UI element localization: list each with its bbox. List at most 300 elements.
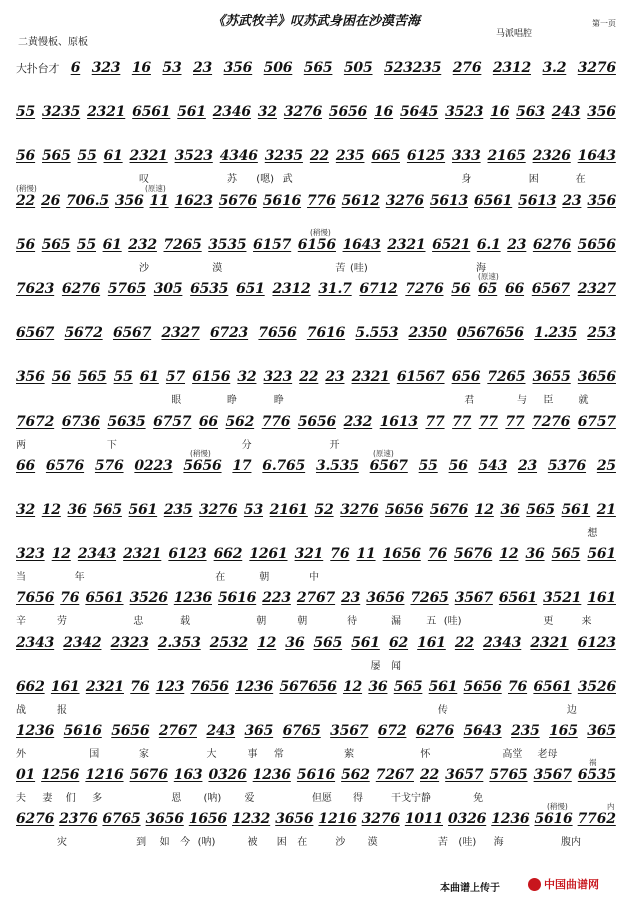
note-group: 3656 (577, 369, 616, 385)
note-group: 5616 (63, 723, 102, 739)
note-group: 3235 (42, 104, 81, 120)
note-group: 5616 (218, 590, 257, 606)
lyric-line (16, 833, 616, 847)
note-group: 6.765 (262, 458, 306, 474)
lyric-char: 辛 (16, 616, 26, 627)
note-group: 165 (549, 723, 578, 739)
note-group: 3655 (532, 369, 571, 385)
note-group: 6 (70, 60, 81, 76)
notation-line (16, 58, 616, 76)
note-group: 31.7 (318, 281, 352, 297)
notation-line (16, 323, 616, 341)
note-group: 3523 (445, 104, 484, 120)
note-group: 12 (41, 502, 61, 518)
note-group: 565 (551, 546, 581, 562)
notation-line (16, 235, 616, 253)
note-group: 3526 (129, 590, 168, 606)
note-group: 01 (16, 767, 36, 783)
score-line (16, 58, 616, 98)
note-group: 16 (131, 60, 151, 76)
score-line (16, 633, 616, 673)
notation-line (16, 146, 616, 164)
note-group: 6276 (61, 281, 101, 297)
note-group: 23 (507, 237, 527, 253)
note-group: 3.535 (315, 458, 359, 474)
tempo-mark: 内 (607, 802, 615, 811)
note-group: 23 (341, 590, 361, 606)
note-group: 1216 (85, 767, 124, 783)
note-group: 5676 (454, 546, 493, 562)
note-group: 565 (526, 502, 555, 518)
lyric-char: 五 (426, 616, 437, 627)
site-logo[interactable] (528, 876, 599, 892)
note-group: 253 (587, 325, 616, 341)
page-number: 第一页 (592, 19, 616, 28)
lyric-char: 干戈宁静 (391, 793, 432, 804)
note-group: 6535 (190, 281, 229, 297)
logo-seal-icon (528, 878, 541, 891)
note-group: 3.2 (542, 60, 567, 76)
note-group: 21 (596, 502, 616, 518)
note-group: 77 (505, 414, 525, 430)
note-group: 6723 (209, 325, 249, 341)
lyric-char: 屡 (370, 661, 381, 672)
note-group: 7265 (410, 590, 449, 606)
score-line (16, 323, 616, 363)
singer-label: 马派唱腔 (496, 29, 533, 39)
lyric-char: 就 (578, 395, 589, 406)
note-group: 2343 (77, 546, 117, 562)
lyric-char: 沙 (139, 263, 150, 274)
note-group: 2376 (59, 811, 98, 827)
lyric-char: 多 (92, 793, 103, 804)
note-group: 5656 (297, 414, 337, 430)
note-group: 1261 (249, 546, 288, 562)
notation-line (16, 500, 616, 518)
tempo-mark: (原速) (145, 184, 166, 193)
lyric-char: 闻 (391, 661, 402, 672)
note-group: 56 (448, 458, 468, 474)
note-group: 656 (451, 369, 481, 385)
note-group: 32 (237, 369, 257, 385)
score-line (16, 272, 616, 319)
note-group: 1236 (16, 723, 55, 739)
note-group: 2767 (158, 723, 197, 739)
lyric-char: 待 (347, 616, 358, 627)
note-group: 2161 (269, 502, 308, 518)
note-group: 36 (67, 502, 87, 518)
note-group: 561 (351, 635, 380, 651)
note-group: 6123 (168, 546, 207, 562)
lyric-char: 如 (159, 837, 170, 848)
lyric-char: 报 (57, 705, 68, 716)
lyric-char: 常 (273, 749, 284, 760)
note-group: 243 (206, 723, 236, 739)
note-group: 77 (452, 414, 472, 430)
note-group: 6567 (369, 458, 408, 474)
lyric-char: 年 (74, 572, 85, 583)
note-group: 2321 (87, 104, 126, 120)
lyric-char: 高堂 (502, 749, 523, 760)
note-group: 5376 (547, 458, 587, 474)
tempo-mark: (稍慢) (310, 228, 331, 237)
note-group: 6765 (102, 811, 141, 827)
note-group: 3235 (264, 148, 303, 164)
lyric-char: (哇) (458, 837, 477, 848)
lyric-char: 更 (543, 616, 554, 627)
note-group: 23 (325, 369, 345, 385)
note-group: 12 (342, 679, 363, 695)
note-group: 6276 (532, 237, 572, 253)
lyric-char: 叹 (139, 174, 150, 185)
lyric-char: 在 (297, 837, 308, 848)
note-group: 3656 (366, 590, 405, 606)
note-group: 1236 (252, 767, 291, 783)
score-line (16, 677, 616, 717)
note-group: 163 (173, 767, 203, 783)
lyric-char: 老母 (537, 749, 558, 760)
note-group: 562 (341, 767, 370, 783)
note-group: 672 (377, 723, 407, 739)
note-group: 36 (525, 546, 545, 562)
note-group: 77 (478, 414, 498, 430)
logo-text: 中国曲谱网 (544, 878, 599, 891)
note-group: 356 (587, 193, 616, 209)
lyric-char: 开 (329, 440, 340, 451)
note-group: 1256 (41, 767, 80, 783)
note-group: 76 (60, 590, 80, 606)
note-group: 7672 (16, 414, 55, 430)
note-group: 61567 (396, 369, 445, 385)
note-group: 235 (335, 148, 365, 164)
score-line (16, 184, 616, 231)
note-group: 1232 (232, 811, 271, 827)
lyric-char: 中 (309, 572, 319, 583)
lyric-char: (哇) (443, 616, 462, 627)
note-group: 276 (452, 60, 482, 76)
lyric-char: 困 (528, 174, 539, 185)
lyric-char: 海 (493, 837, 504, 848)
note-group: 662 (16, 679, 45, 695)
lyric-char: (呐) (197, 837, 216, 848)
notation-line (16, 456, 616, 474)
note-group: 505 (343, 60, 373, 76)
note-group: 2342 (63, 635, 102, 651)
lyric-char: 劳 (57, 616, 68, 627)
note-group: 3656 (275, 811, 314, 827)
note-group: 161 (50, 679, 80, 695)
note-group: 56 (16, 148, 36, 164)
lyric-char: 来 (581, 616, 592, 627)
lyric-char: 海 (476, 263, 486, 274)
note-group: 6757 (577, 414, 616, 430)
note-group: 0326 (208, 767, 247, 783)
notation-line (16, 765, 616, 783)
note-group: 6123 (577, 635, 616, 651)
note-group: 565 (313, 635, 343, 651)
lyric-char: 怀 (420, 749, 431, 760)
note-group: 61 (102, 237, 122, 253)
lyric-line (16, 612, 616, 626)
note-group: 565 (42, 148, 71, 164)
note-group: 5613 (518, 193, 557, 209)
lyric-char: (呐) (203, 793, 222, 804)
notation-line (16, 191, 616, 209)
lyric-char: 边 (566, 705, 577, 716)
lyric-line (16, 391, 616, 405)
note-group: 2312 (272, 281, 311, 297)
note-group: 12 (257, 635, 277, 651)
note-group: 2326 (532, 148, 571, 164)
note-group: 6156 (192, 369, 231, 385)
note-group: 55 (113, 369, 133, 385)
percussion-prefix: 大扑台才 (16, 62, 60, 75)
note-group: 55 (418, 458, 438, 474)
notation-line (16, 367, 616, 385)
note-group: 161 (587, 590, 616, 606)
note-group: 7762 (577, 811, 616, 827)
note-group: 3523 (174, 148, 213, 164)
note-group: 5656 (328, 104, 368, 120)
note-group: 12 (474, 502, 494, 518)
score-line (16, 758, 616, 805)
note-group: 4346 (219, 148, 258, 164)
lyric-char: 到 (136, 837, 147, 848)
note-group: 1643 (342, 237, 381, 253)
note-group: 5765 (489, 767, 528, 783)
lyric-char: 想 (587, 528, 598, 539)
note-group: 365 (244, 723, 274, 739)
note-group: 5656 (463, 679, 502, 695)
lyric-char: 萦 (344, 749, 355, 760)
score-line (16, 102, 616, 142)
lyric-char: 朝 (256, 616, 267, 627)
note-group: 356 (587, 104, 616, 120)
note-group: 356 (16, 369, 45, 385)
note-group: 7267 (375, 767, 414, 783)
note-group: 5656 (577, 237, 616, 253)
note-group: 7656 (258, 325, 297, 341)
note-group: 561 (587, 546, 616, 562)
note-group: 6521 (432, 237, 471, 253)
note-group: 356 (223, 60, 253, 76)
mode-label: 二黄慢板、原板 (18, 37, 88, 48)
lyric-char: 睁 (226, 395, 237, 406)
note-group: 22 (309, 148, 329, 164)
lyric-char: 武 (282, 174, 293, 185)
tempo-mark: (稍慢) (547, 802, 568, 811)
note-group: 5672 (64, 325, 103, 341)
note-group: 36 (500, 502, 520, 518)
note-group: 3276 (199, 502, 238, 518)
note-group: 2343 (16, 635, 55, 651)
note-group: 6567 (112, 325, 152, 341)
notation-line (16, 412, 616, 430)
note-group: 6561 (132, 104, 171, 120)
score-line (16, 802, 616, 849)
note-group: 1656 (382, 546, 421, 562)
note-group: 3276 (283, 104, 323, 120)
note-group: 2321 (530, 635, 569, 651)
note-group: 2767 (296, 590, 336, 606)
note-group: 3276 (340, 502, 379, 518)
lyric-char: 身 (461, 174, 472, 185)
note-group: 76 (508, 679, 528, 695)
note-group: 543 (478, 458, 508, 474)
lyric-char: 在 (215, 572, 226, 583)
lyric-char: 苏 (226, 174, 237, 185)
note-group: 17 (232, 458, 252, 474)
note-group: 123 (155, 679, 185, 695)
footer-text: 本曲谱上传于 (440, 883, 500, 894)
lyric-char: 漠 (367, 837, 378, 848)
lyric-char: 漏 (391, 616, 402, 627)
note-group: 7276 (532, 414, 571, 430)
lyric-char: 战 (16, 705, 26, 716)
note-group: 66 (198, 414, 218, 430)
note-group: 2321 (351, 369, 390, 385)
score-line (16, 412, 616, 452)
note-group: 1613 (379, 414, 418, 430)
note-group: 1.235 (534, 325, 577, 341)
note-group: 55 (76, 237, 96, 253)
note-group: 66 (16, 458, 36, 474)
score-line (16, 367, 616, 407)
note-group: 5676 (429, 502, 469, 518)
note-group: 651 (236, 281, 265, 297)
note-group: 3521 (543, 590, 582, 606)
note-group: 76 (130, 679, 150, 695)
note-group: 76 (427, 546, 447, 562)
note-group: 561 (128, 502, 158, 518)
note-group: 576 (94, 458, 124, 474)
note-group: 776 (307, 193, 336, 209)
note-group: 11 (149, 193, 169, 209)
lyric-char: 忠 (133, 616, 144, 627)
note-group: 662 (213, 546, 243, 562)
note-group: 1623 (174, 193, 213, 209)
tempo-mark: (原速) (478, 272, 499, 281)
note-group: 52 (314, 502, 334, 518)
lyric-char: 但愿 (311, 793, 332, 804)
note-group: 23 (562, 193, 582, 209)
note-group: 1216 (318, 811, 357, 827)
note-group: 7265 (487, 369, 526, 385)
note-group: 6757 (153, 414, 192, 430)
note-group: 2.353 (157, 635, 201, 651)
note-group: 2327 (577, 281, 616, 297)
note-group: 6561 (498, 590, 538, 606)
note-group: 365 (587, 723, 616, 739)
note-group: 506 (263, 60, 293, 76)
lyric-char: 苦 (437, 837, 448, 848)
note-group: 7656 (16, 590, 55, 606)
notation-line (16, 677, 616, 695)
note-group: 706.5 (66, 193, 109, 209)
lyric-char: 分 (241, 440, 252, 451)
lyric-char: 爱 (244, 793, 255, 804)
lyric-char: 们 (65, 793, 76, 804)
note-group: 56 (51, 369, 71, 385)
note-group: 6125 (406, 148, 446, 164)
note-group: 6712 (359, 281, 398, 297)
note-group: 5656 (183, 458, 222, 474)
note-group: 6561 (474, 193, 513, 209)
notation-line (16, 721, 616, 739)
note-group: 3657 (445, 767, 484, 783)
note-group: 3276 (361, 811, 400, 827)
note-group: 22 (454, 635, 474, 651)
note-group: 77 (425, 414, 445, 430)
note-group: 305 (153, 281, 183, 297)
note-group: 22 (16, 193, 36, 209)
lyric-char: 被 (247, 837, 258, 848)
note-group: 5676 (218, 193, 257, 209)
note-group: 235 (163, 502, 193, 518)
notation-line (16, 279, 616, 297)
lyric-char: 恩 (171, 793, 182, 804)
lyric-char: 今 (180, 837, 191, 848)
note-group: 2321 (129, 148, 168, 164)
note-group: 323 (16, 546, 45, 562)
note-group: 6276 (16, 811, 55, 827)
note-group: 53 (243, 502, 264, 518)
lyric-char: 传 (437, 705, 448, 716)
note-group: 12 (51, 546, 71, 562)
note-group: 55 (77, 148, 97, 164)
note-group: 6.1 (476, 237, 501, 253)
note-group: 3567 (330, 723, 369, 739)
lyric-char: 在 (575, 174, 586, 185)
note-group: 565 (41, 237, 71, 253)
note-group: 235 (511, 723, 540, 739)
note-group: 7276 (405, 281, 444, 297)
note-group: 565 (303, 60, 333, 76)
note-group: 565 (77, 369, 107, 385)
lyric-char: 朝 (259, 572, 270, 583)
note-group: 565 (393, 679, 423, 695)
note-group: 161 (417, 635, 446, 651)
lyric-char: 朝 (297, 616, 308, 627)
note-group: 2343 (483, 635, 522, 651)
note-group: 6561 (533, 679, 572, 695)
note-group: 665 (371, 148, 400, 164)
note-group: 5616 (534, 811, 573, 827)
note-group: 1643 (577, 148, 616, 164)
lyric-char: 眼 (171, 395, 182, 406)
note-group: 561 (561, 502, 591, 518)
note-group: 2323 (110, 635, 149, 651)
note-group: 57 (165, 369, 186, 385)
note-group: 2327 (161, 325, 200, 341)
tempo-mark: (原速) (373, 449, 394, 458)
note-group: 2321 (85, 679, 124, 695)
lyric-char: 沙 (335, 837, 346, 848)
note-group: 61 (139, 369, 159, 385)
score-line (16, 544, 616, 584)
note-group: 16 (374, 104, 394, 120)
note-group: 5.553 (355, 325, 399, 341)
note-group: 6736 (61, 414, 100, 430)
score-line (16, 146, 616, 186)
note-group: 3276 (577, 60, 616, 76)
notation-line (16, 633, 616, 651)
note-group: 1236 (491, 811, 530, 827)
note-group: 65 (478, 281, 498, 297)
note-group: 32 (16, 502, 36, 518)
note-group: 6276 (415, 723, 455, 739)
lyric-char: (嗯) (256, 174, 275, 185)
